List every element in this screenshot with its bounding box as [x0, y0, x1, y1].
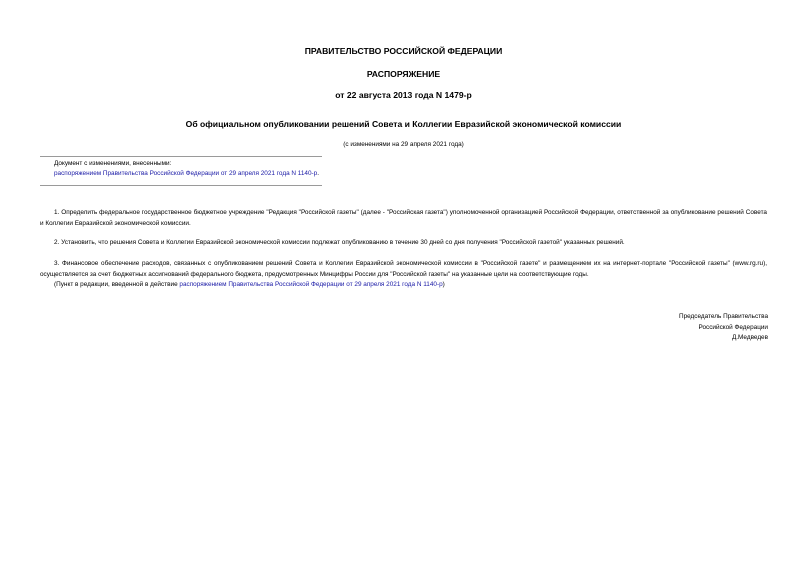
- amendment-link-period: .: [317, 170, 320, 177]
- document-title: Об официальном опубликовании решений Совета и Коллегии Евразийской экономической комиссии: [185, 119, 622, 129]
- document-date-number: от 22 августа 2013 года N 1479-р: [335, 90, 472, 100]
- amendments-label: Документ с изменениями, внесенными:: [54, 160, 172, 167]
- paragraph-1: 1. Определить федеральное государственное бюджетное учреждение "Редакция "Российской газеты" (далее - "Российская газета") уполномоченной организацией Российской Федерации, ответственной за опубликование решений Совета и Коллегии Евразийской экономической комиссии.: [40, 209, 767, 227]
- government-heading: ПРАВИТЕЛЬСТВО РОССИЙСКОЙ ФЕДЕРАЦИИ: [304, 46, 503, 56]
- revision-note: (с изменениями на 29 апреля 2021 года): [343, 141, 464, 148]
- signature-position: Председатель Правительства: [679, 313, 768, 320]
- paragraph-2: 2. Установить, что решения Совета и Коллегии Евразийской экономической комиссии подлежат опубликованию в течение 30 дней со дня получения "Российской газетой" указанных решений.: [54, 239, 625, 246]
- paragraph-3: 3. Финансовое обеспечение расходов, связанных с опубликованием решений Совета и Коллегии Евразийской экономической комиссии в "Российской газете" и размещением их на интернет-портале "Российской газеты" (www.rg.ru), осуществляется за счет бюджетных ассигнований федерального бюджета, предусмотренных Минцифры России для "Российской газеты" на указанные цели на соответствующие годы.: [40, 260, 767, 278]
- paragraph-3-edit-note: [40, 280, 767, 291]
- signature-name: Д.Медведев: [731, 334, 768, 341]
- signature-country: Российской Федерации: [698, 323, 768, 331]
- edit-note-prefix: (Пункт в редакции, введенной в действие: [54, 281, 180, 288]
- amendments-top-divider: [40, 156, 322, 157]
- edit-note-link[interactable]: распоряжением Правительства Российской Федерации от 29 апреля 2021 года N 1140-р: [179, 281, 443, 288]
- amendments-bottom-divider: [40, 185, 322, 186]
- document-type-heading: РАСПОРЯЖЕНИЕ: [366, 69, 441, 79]
- amendment-link[interactable]: распоряжением Правительства Российской Федерации от 29 апреля 2021 года N 1140-р: [54, 170, 318, 177]
- edit-note-suffix: ): [442, 281, 445, 288]
- amendments-line: [54, 169, 319, 178]
